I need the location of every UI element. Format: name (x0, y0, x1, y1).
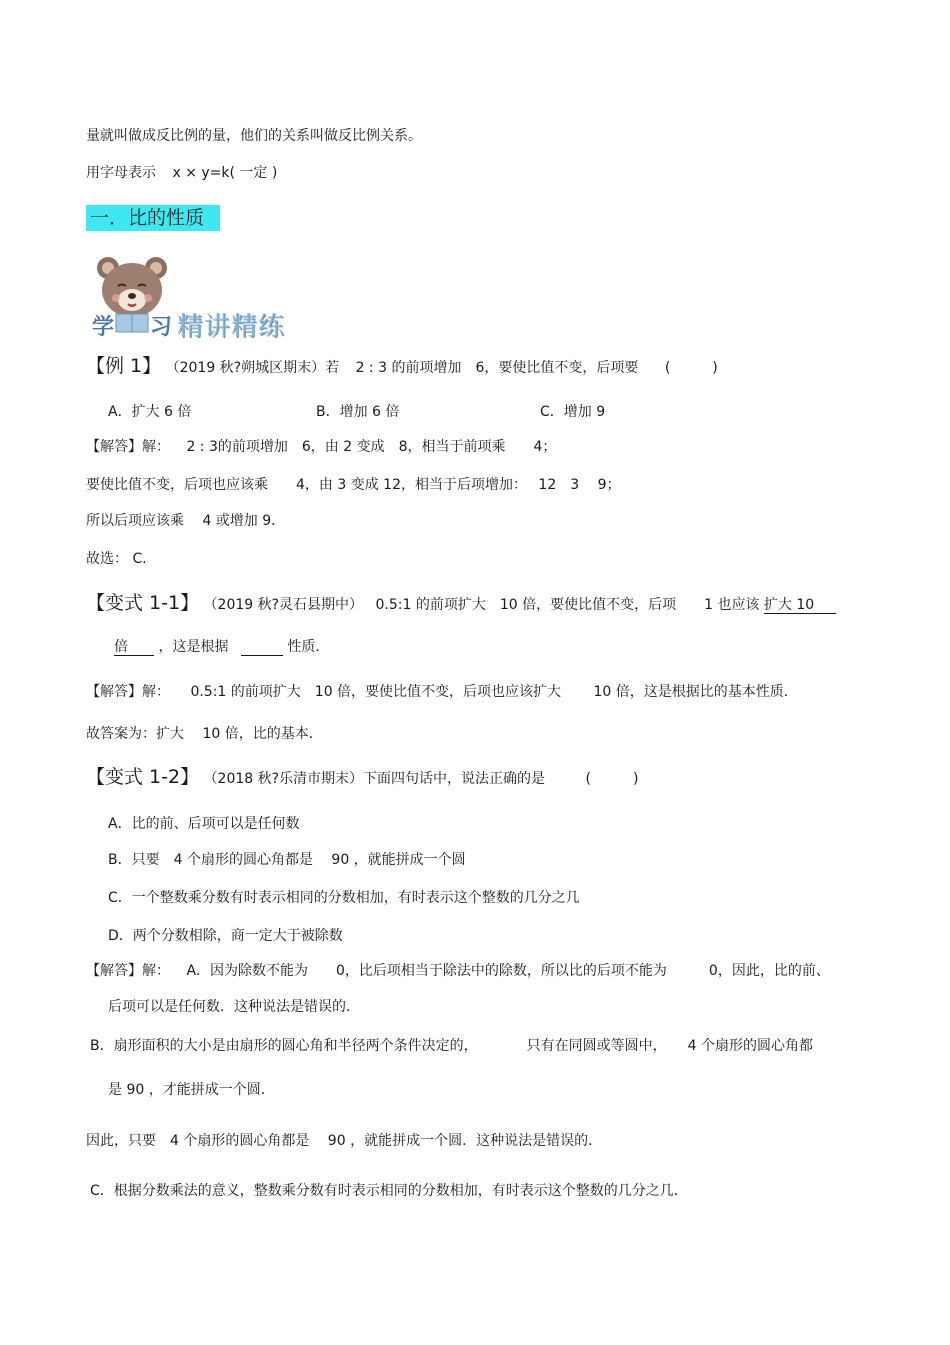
variant12-answer-b1: B．扇形面积的大小是由扇形的圆心角和半径两个条件决定的， 只有在同圆或等圆中， 4 个扇形的圆心角都 (90, 1038, 813, 1054)
intro-formula: x × y=k( 一定 ) (172, 165, 278, 181)
variant12-option-b: B．只要 4 个扇形的圆心角都是 90 ，就能拼成一个圆 (108, 852, 466, 868)
variant12-answer-c1: C．根据分数乘法的意义，整数乘分数有时表示相同的分数相加，有时表示这个整数的几分之几． (90, 1183, 688, 1199)
variant12-source: （2018 秋?乐清市期末）下面四句话中，说法正确的是 (203, 771, 546, 787)
example1-answer-1 (86, 438, 556, 456)
variant11-question (86, 594, 836, 614)
variant12-option-c: C．一个整数乘分数有时表示相同的分数相加，有时表示这个整数的几分之几 (108, 890, 580, 906)
variant11-stem: 0.5:1 的前项扩大 10 倍，要使比值不变，后项 1 也应该 (375, 597, 760, 613)
example1-question (86, 357, 718, 377)
variant12-answer-a1-text: A．因为除数不能为 0，比后项相当于除法中的除数，所以比的后项不能为 0，因此，比的前、 (186, 963, 830, 979)
section-heading: 一．比的性质 (86, 205, 220, 231)
variant12-answer-b3: 因此，只要 4 个扇形的圆心角都是 90 ，就能拼成一个圆．这种说法是错误的． (86, 1133, 603, 1149)
variant12-answer-label: 【解答】解： (86, 963, 170, 979)
variant11-final: 故答案为：扩大 10 倍，比的基本． (86, 726, 323, 742)
variant11-stem3: 性质． (287, 639, 330, 655)
intro-line-2 (86, 164, 277, 182)
example1-answer-text: 2 : 3的前项增加 6，由 2 变成 8，相当于前项乘 4； (186, 439, 557, 455)
example1-option-b: B．增加 6 倍 (316, 404, 400, 420)
example1-paren: ( ) (664, 360, 718, 376)
variant11-blank1b: 倍 (114, 639, 154, 656)
variant11-answer-text: 0.5:1 的前项扩大 10 倍，要使比值不变，后项也应该扩大 10 倍，这是根据比的基本性质． (190, 684, 798, 700)
variant11-question-cont (114, 638, 329, 656)
variant11-tag: 【变式 1-1】 (86, 592, 200, 614)
logo-right-char: 习 (150, 315, 173, 340)
variant12-question (86, 768, 638, 788)
intro-line-1: 量就叫做成反比例的量，他们的关系叫做反比例关系。 (86, 128, 422, 144)
example1-option-c: C．增加 9 (540, 404, 606, 420)
variant11-blank1a: 扩大 10 (764, 597, 836, 614)
example1-source: （2019 秋?朔城区期末）若 (165, 360, 340, 376)
variant11-answer-label: 【解答】解： (86, 684, 170, 700)
study-logo (92, 254, 312, 344)
variant11-stem2: ，这是根据 (158, 639, 229, 655)
logo-left-char: 学 (92, 315, 115, 340)
example1-answer-2: 要使比值不变，后项也应该乘 4，由 3 变成 12，相当于后项增加： 12 3 9； (86, 477, 621, 493)
variant12-option-a: A．比的前、后项可以是任何数 (108, 816, 300, 832)
variant12-answer-a2: 后项可以是任何数．这种说法是错误的． (108, 999, 360, 1015)
logo-text: 精讲精练 (177, 312, 286, 342)
example1-answer-4: 故选： C． (86, 551, 157, 567)
variant12-paren: ( ) (585, 771, 639, 787)
variant11-blank2 (241, 639, 283, 656)
variant11-source: （2019 秋?灵石县期中） (203, 597, 364, 613)
variant12-answer-b2: 是 90 ，才能拼成一个圆． (108, 1082, 275, 1098)
example1-option-a: A．扩大 6 倍 (108, 404, 192, 420)
intro-label: 用字母表示 (86, 165, 156, 181)
example1-answer-3: 所以后项应该乘 4 或增加 9． (86, 513, 286, 529)
example1-stem: 2 : 3 的前项增加 6，要使比值不变，后项要 (355, 360, 639, 376)
variant12-answer-a1 (86, 962, 830, 980)
variant12-option-d: D．两个分数相除，商一定大于被除数 (108, 928, 343, 944)
variant12-tag: 【变式 1-2】 (86, 766, 200, 788)
example1-answer-label: 【解答】解： (86, 439, 170, 455)
variant11-answer (86, 683, 798, 701)
example1-tag: 【例 1】 (86, 355, 162, 377)
